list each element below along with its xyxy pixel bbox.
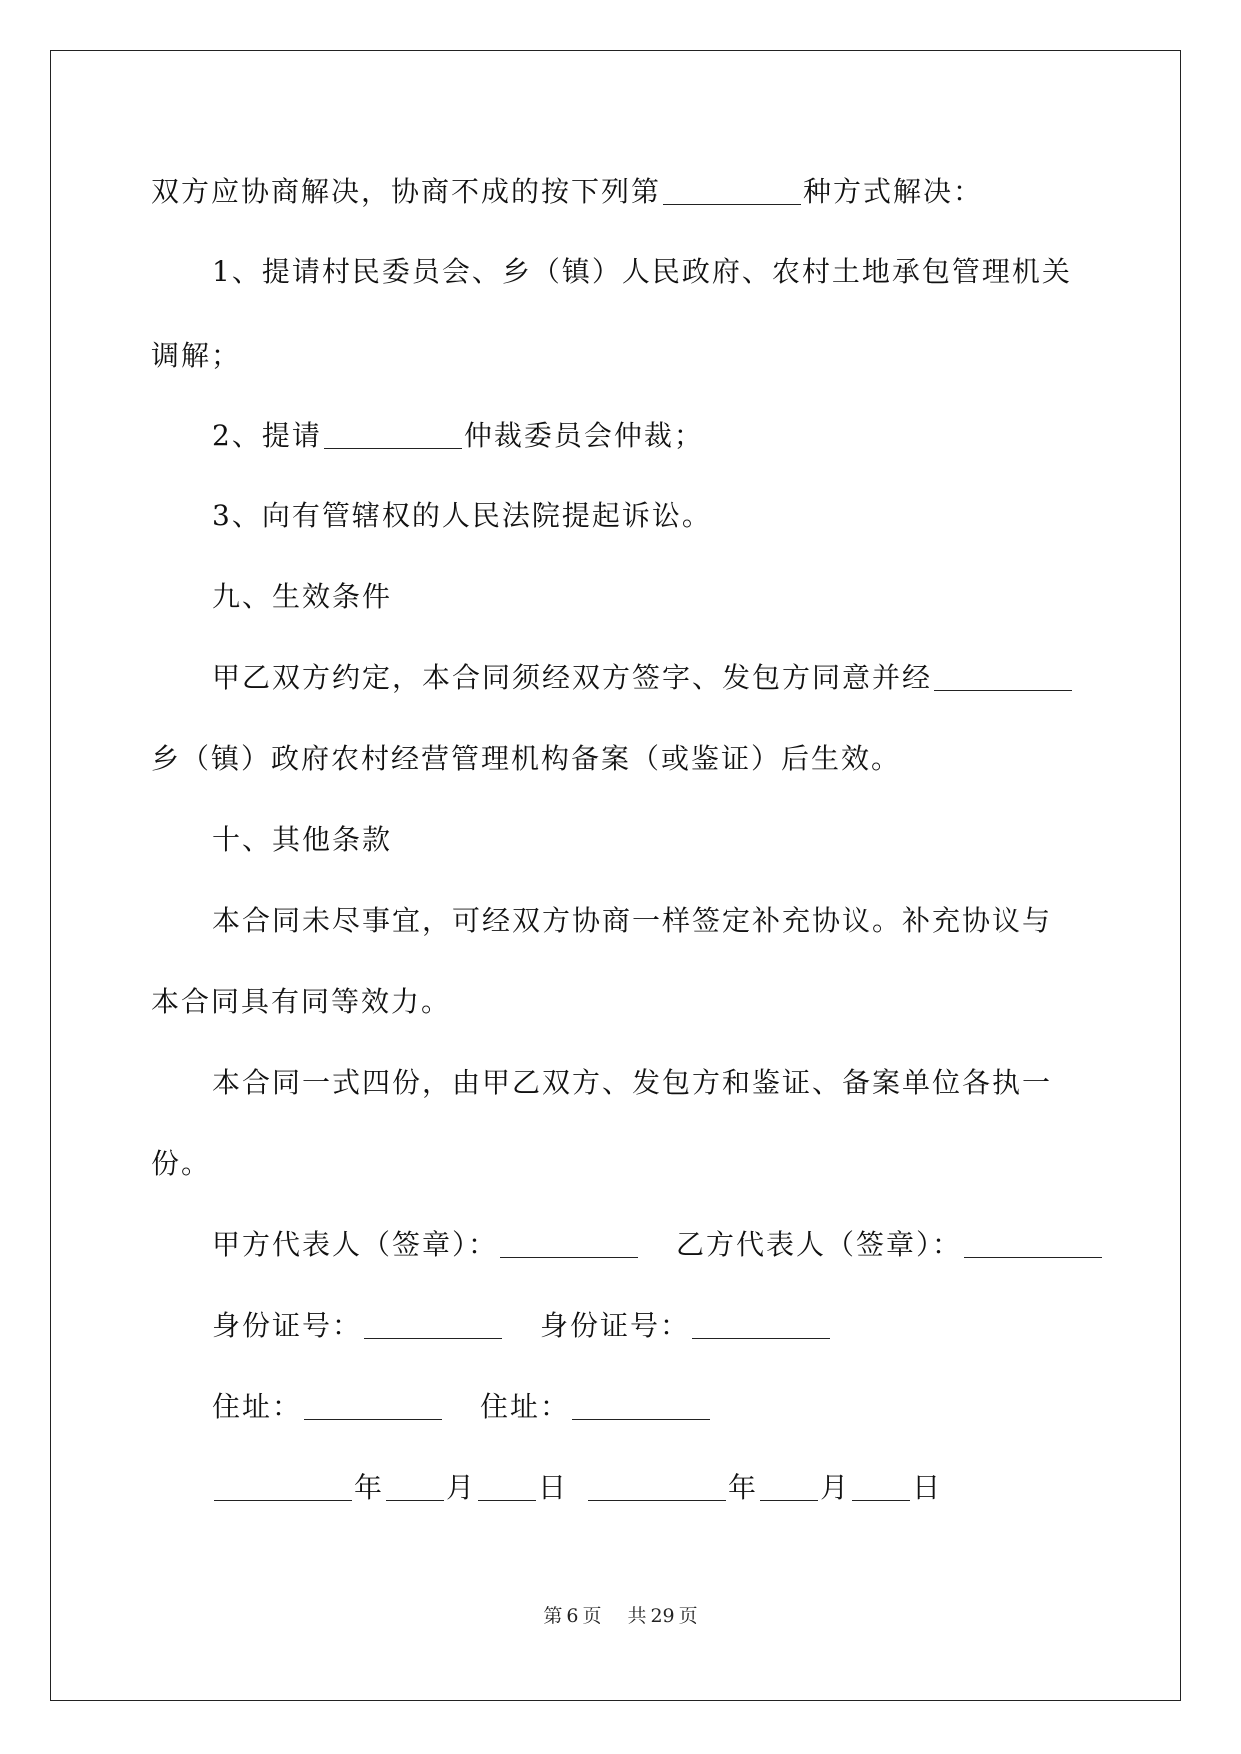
year-a-label: 年 <box>354 1471 385 1504</box>
addr-a-label: 住址： <box>212 1390 303 1423</box>
signature-address-row <box>212 1387 712 1427</box>
total-pages: 29 <box>650 1605 675 1627</box>
party-b-rep-blank <box>964 1227 1102 1258</box>
day-b-label: 日 <box>912 1471 943 1504</box>
section-heading-9: 九、生效条件 <box>212 580 393 613</box>
fill-blank <box>324 418 462 449</box>
day-b-blank <box>852 1470 910 1501</box>
paragraph-effectiveness-cont: 乡（镇）政府农村经营管理机构备案（或鉴证）后生效。 <box>151 742 902 775</box>
month-a-blank <box>386 1470 444 1501</box>
paragraph-copies: 本合同一式四份，由甲乙双方、发包方和鉴证、备案单位各执一 <box>212 1066 1053 1099</box>
total-suffix: 页 <box>678 1605 698 1627</box>
id-a-blank <box>364 1308 502 1339</box>
list-item-1-cont: 调解； <box>151 339 242 372</box>
page-number: 6 <box>566 1605 579 1627</box>
list-item-2 <box>212 416 704 456</box>
total-prefix: 共 <box>627 1605 647 1627</box>
paragraph-effectiveness <box>212 658 1074 698</box>
section-heading-10: 十、其他条款 <box>212 823 393 856</box>
signature-id-row <box>212 1306 832 1346</box>
signature-date-row <box>212 1468 942 1508</box>
addr-a-blank <box>304 1389 442 1420</box>
paragraph-dispute-resolution <box>151 172 983 212</box>
year-a-blank <box>214 1470 352 1501</box>
id-b-blank <box>692 1308 830 1339</box>
text: 2、提请 <box>212 419 322 452</box>
text: 仲裁委员会仲裁； <box>463 419 704 452</box>
party-a-rep-label: 甲方代表人（签章）： <box>212 1228 499 1261</box>
fill-blank <box>934 660 1072 691</box>
month-a-label: 月 <box>446 1471 477 1504</box>
day-a-label: 日 <box>538 1471 569 1504</box>
page-prefix: 第 <box>543 1605 563 1627</box>
fill-blank <box>663 174 801 205</box>
year-b-label: 年 <box>728 1471 759 1504</box>
list-item-3: 3、向有管辖权的人民法院提起诉讼。 <box>212 499 712 532</box>
month-b-label: 月 <box>820 1471 851 1504</box>
day-a-blank <box>478 1470 536 1501</box>
id-a-label: 身份证号： <box>212 1309 363 1342</box>
month-b-blank <box>760 1470 818 1501</box>
addr-b-blank <box>572 1389 710 1420</box>
list-item-1: 1、提请村民委员会、乡（镇）人民政府、农村土地承包管理机关 <box>212 255 1072 288</box>
id-b-label: 身份证号： <box>540 1309 691 1342</box>
page-border <box>50 50 1181 1701</box>
text: 种方式解决： <box>803 175 984 208</box>
paragraph-other-terms: 本合同未尽事宜，可经双方协商一样签定补充协议。补充协议与 <box>212 904 1053 937</box>
paragraph-copies-cont: 份。 <box>151 1147 212 1180</box>
text: 双方应协商解决，协商不成的按下列第 <box>151 175 662 208</box>
page-footer <box>0 1603 1241 1629</box>
page-suffix: 页 <box>582 1605 602 1627</box>
year-b-blank <box>588 1470 726 1501</box>
paragraph-other-terms-cont: 本合同具有同等效力。 <box>151 985 452 1018</box>
party-a-rep-blank <box>500 1227 638 1258</box>
text: 甲乙双方约定，本合同须经双方签字、发包方同意并经 <box>212 661 933 694</box>
party-b-rep-label: 乙方代表人（签章）： <box>676 1228 963 1261</box>
signature-rep-row <box>212 1225 1104 1265</box>
addr-b-label: 住址： <box>480 1390 571 1423</box>
